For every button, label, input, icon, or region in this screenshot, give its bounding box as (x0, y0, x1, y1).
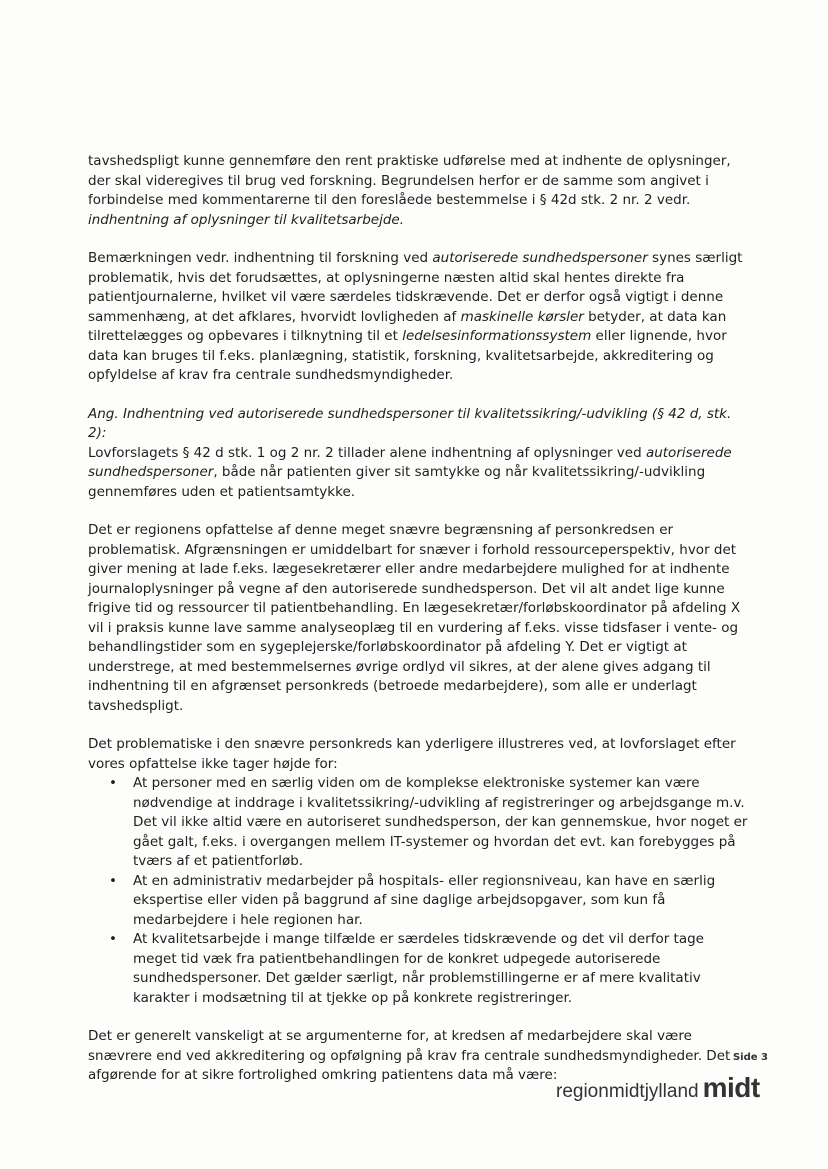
paragraph-intro: Det problematiske i den snævre personkreds kan yderligere illustreres ved, at lovforslaget efter vores opfattelse ikke tager højde for: (88, 736, 736, 772)
section-heading (88, 405, 748, 444)
paragraph-5 (88, 735, 748, 1008)
page-number: Side 3 (732, 1052, 768, 1063)
emphasis-text: maskinelle kørsler (460, 308, 584, 325)
logo-text: regionmidtjylland (556, 1081, 699, 1102)
paragraph-text: synes særligt problematik, hvis det forudsættes, at oplysningerne næsten altid skal hentes direkte fra patientjournalerne, hvilket vil være særdeles tidskrævende. Det er derfor også vigtigt i denne sammenhæng, at det afklares, hvorvidt lovligheden af (88, 250, 743, 325)
bullet-item: • At kvalitetsarbejde i mange tilfælde er særdeles tidskrævende og det vil derfor tage meget tid væk fra patientbehandlingen for de konkret udpegede autoriserede sundhedspersoner. Det gælder særligt, når problemstillingerne er af mere kvalitativ karakter i modsætning til at tjekke op på konkrete registreringer. (88, 930, 748, 1008)
bullet-list (88, 774, 748, 1008)
emphasis-text: autoriserede sundhedspersoner (432, 250, 648, 266)
paragraph-text: betyder, at data kan tilrettelægges og opbevares i tilknytning til et (88, 308, 727, 344)
section-heading-text: Ang. Indhentning ved autoriserede sundhedspersoner til kvalitetssikring/-udvikling (§ 42 d, stk. 2): (88, 405, 732, 441)
paragraph-text: Lovforslagets § 42 d stk. 1 og 2 nr. 2 tillader alene indhentning af oplysninger ved (88, 444, 646, 461)
paragraph-2 (88, 249, 748, 386)
paragraph-text: , både når patienten giver sit samtykke og når kvalitetssikring/-udvikling gennemføres uden et patientsamtykke. (88, 464, 706, 500)
document-body (88, 152, 748, 1105)
emphasis-text: ledelsesinformationssystem (402, 328, 592, 344)
emphasis-text: indhentning af oplysninger til kvalitetsarbejde. (88, 211, 405, 228)
paragraph-4: Det er regionens opfattelse af denne meget snævre begrænsning af personkredsen er problematisk. Afgrænsningen er umiddelbart for snæver i forhold ressourceperspektiv, hvor det giver mening at lade f.eks. lægesekretærer eller andre medarbejdere mulighed for at indhente journaloplysninger på vegne af den autoriserede sundhedsperson. Det vil alt andet lige kunne frigive tid og ressourcer til patientbehandling. En lægesekretær/forløbskoordinator på afdeling X vil i praksis kunne lave samme analyseoplæg til en vurdering af f.eks. visse tidsfaser i vente- og behandlingstider som en sygeplejerske/forløbskoordinator på afdeling Y. Det er vigtigt at understrege, at med bestemmelsernes øvrige ordlyd vil sikres, at der alene gives adgang til indhentning til en afgrænset personkreds (betroede medarbejdere), som alle er underlagt tavshedspligt. (88, 522, 741, 714)
paragraph-3 (88, 444, 748, 503)
paragraph-6: Det er generelt vanskeligt at se argumenterne for, at kredsen af medarbejdere skal være snævrere end ved akkreditering og opfølgning på krav fra centrale sundhedsmyndigheder. Det afgørende for at sikre fortrolighed omkring patientens data må være: (88, 1028, 731, 1083)
section-quality-assurance (88, 405, 748, 503)
bullet-item: • At personer med en særlig viden om de komplekse elektroniske systemer kan være nødvendige at inddrage i kvalitetssikring/-udvikling af registreringer og arbejdsgange m.v. Det vil ikke altid være en autoriseret sundhedsperson, der kan gennemskue, hvor noget er gået galt, f.eks. i overgangen mellem IT-systemer og hvordan det evt. kan forebygges på tværs af et patientforløb. (88, 774, 748, 872)
bullet-item: • At en administrativ medarbejder på hospitals- eller regionsniveau, kan have en særlig ekspertise eller viden på baggrund af sine daglige arbejdsopgaver, som kun få medarbejdere i hele regionen har. (88, 872, 748, 931)
emphasis-text: autoriserede sundhedspersoner (88, 444, 732, 480)
paragraph-text: eller lignende, hvor data kan bruges til f.eks. planlægning, statistik, forskning, kvalitetsarbejde, akkreditering og opfyldelse af krav fra centrale sundhedsmyndigheder. (88, 328, 727, 383)
paragraph-text: tavshedspligt kunne gennemføre den rent praktiske udførelse med at indhente de oplysninger, der skal videregives til brug ved forskning. Begrundelsen herfor er de samme som angivet i forbindelse med kommentarerne til den foreslåede bestemmelse i § 42d stk. 2 nr. 2 vedr. (88, 153, 731, 208)
region-logo (556, 1072, 760, 1104)
logo-mark: midt (702, 1072, 760, 1103)
paragraph-text: Bemærkningen vedr. indhentning til forskning ved (88, 250, 433, 266)
paragraph-1 (88, 152, 748, 230)
